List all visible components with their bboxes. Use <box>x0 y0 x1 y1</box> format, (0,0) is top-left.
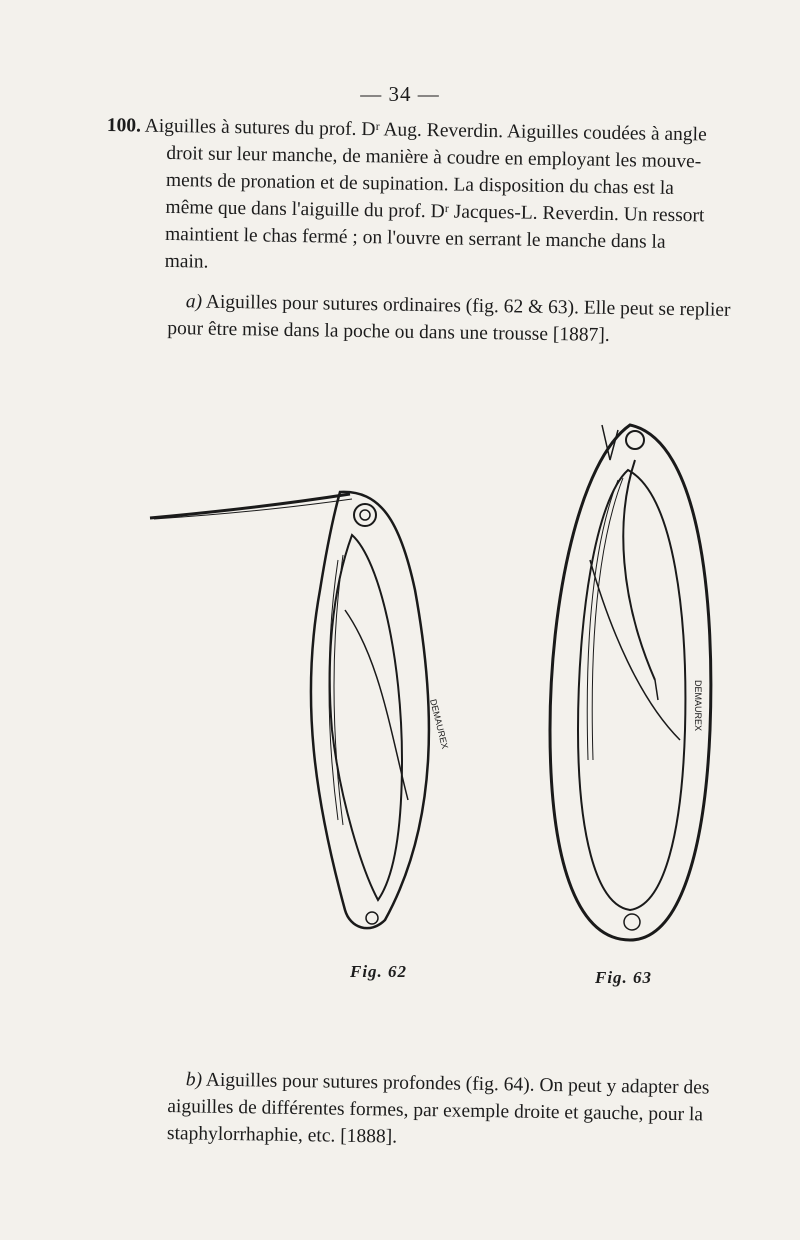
entry-number: 100. <box>106 114 142 137</box>
paragraph-a-marker: a) <box>185 291 203 313</box>
figure-62-caption: Fig. 62 <box>350 962 408 981</box>
paragraph-a <box>167 288 753 351</box>
catalog-entry-100 <box>104 112 754 284</box>
figure-62-needle-illustration <box>150 492 450 928</box>
engraving-62: DEMAUREX <box>428 698 451 750</box>
entry-line-3: ments de pronation et de supination. La disposition du chas est la <box>165 169 675 199</box>
paragraph-a-text: Aiguilles pour sutures ordinaires (fig. 62 & 63). Elle peut se replier pour être mise dans la poche ou dans une trousse [1887]. <box>167 291 731 346</box>
paragraph-b-text: Aiguilles pour sutures profondes (fig. 64). On peut y adapter des aiguilles de différentes formes, par exemple droite et gauche, pour la staphylorrhaphie, etc. [1888]. <box>166 1069 710 1148</box>
paragraph-b <box>167 1066 753 1156</box>
paragraph-b-marker: b) <box>185 1069 203 1091</box>
figure-63-needle-illustration <box>550 425 711 940</box>
entry-line-6: main. <box>164 250 209 273</box>
figure-63-caption: Fig. 63 <box>595 968 653 987</box>
entry-line-2: droit sur leur manche, de manière à coudre en employant les mouve- <box>166 142 702 173</box>
figure-illustrations <box>140 400 740 960</box>
entry-line-5: maintient le chas fermé ; on l'ouvre en serrant le manche dans la <box>164 223 666 253</box>
engraving-63: DEMAUREX <box>693 680 703 732</box>
page-number: — 34 — <box>360 82 440 106</box>
entry-line-4: même que dans l'aiguille du prof. Dʳ Jacques-L. Reverdin. Un ressort <box>165 196 705 227</box>
entry-line-1-text: Aiguilles à sutures du prof. Dʳ Aug. Reverdin. Aiguilles coudées à angle <box>144 115 707 146</box>
